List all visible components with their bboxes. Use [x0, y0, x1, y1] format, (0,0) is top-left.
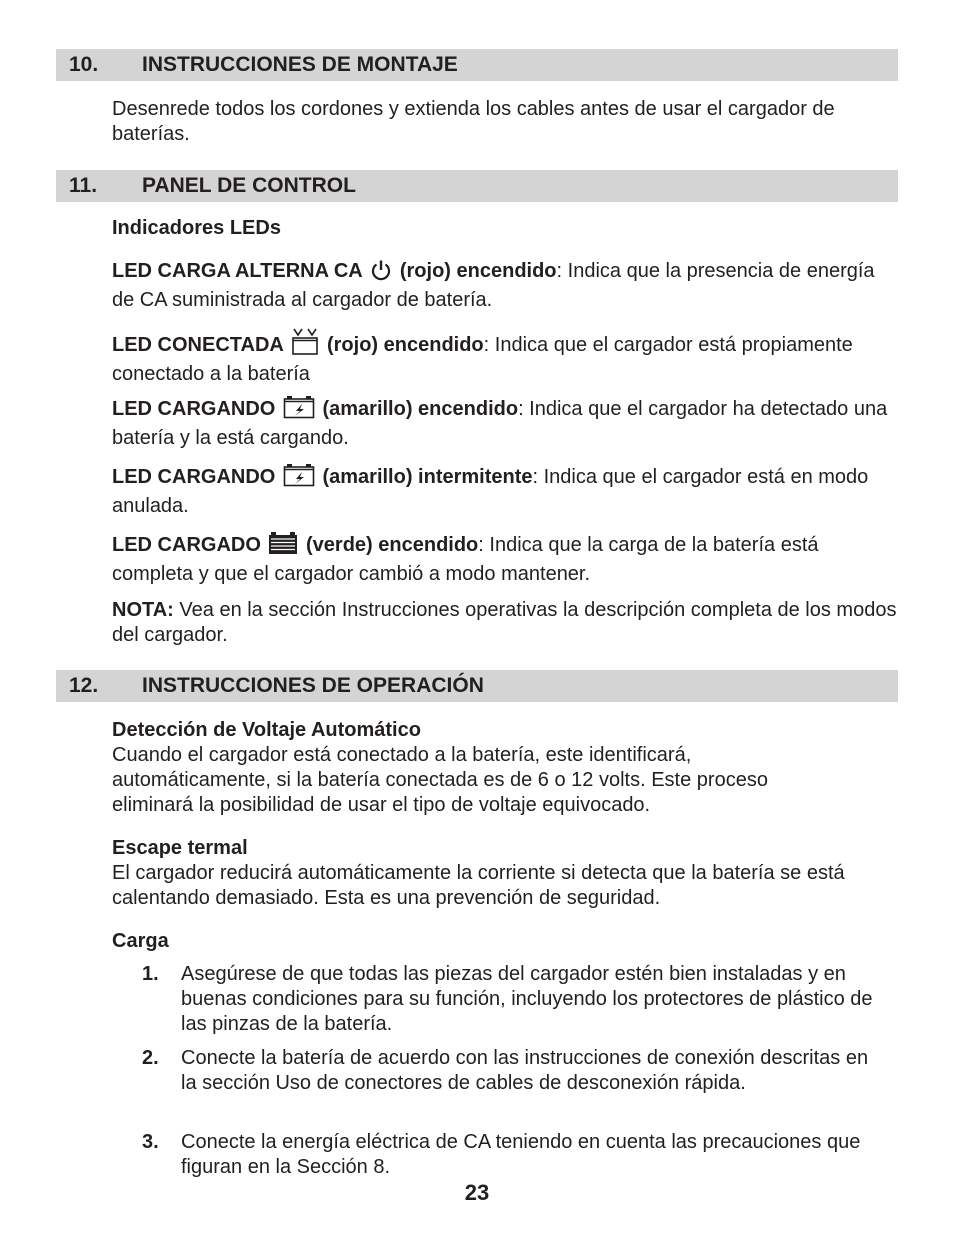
section-header-12 — [56, 670, 898, 702]
led-state: (rojo) encendido — [326, 334, 484, 356]
section-number: 11. — [69, 174, 98, 197]
section-header-11 — [56, 170, 898, 202]
section-title: INSTRUCCIONES DE OPERACIÓN — [142, 674, 484, 697]
battery-charging-icon — [283, 395, 315, 426]
step-text: Conecte la energía eléctrica de CA teniendo en cuenta las precauciones que figuran en la Sección 8. — [181, 1131, 861, 1178]
voltage-block — [112, 718, 852, 818]
section-number: 12. — [69, 674, 99, 697]
led-label: LED CARGANDO — [112, 398, 276, 420]
led-charging-on — [112, 395, 902, 451]
led-state: (verde) encendido — [306, 534, 479, 556]
power-icon — [370, 259, 392, 288]
battery-full-icon — [268, 531, 298, 562]
led-ac-power — [112, 259, 902, 313]
section-number: 10. — [69, 53, 99, 76]
led-description: : Indica que el cargador está en modo anulada. — [112, 466, 869, 517]
led-label: LED CONECTADA — [112, 334, 284, 356]
leds-subheading: Indicadores LEDs — [112, 217, 281, 239]
section-title: PANEL DE CONTROL — [142, 174, 356, 197]
battery-charging-icon — [283, 463, 315, 494]
section-header-10 — [56, 49, 898, 81]
thermal-text: El cargador reducirá automáticamente la corriente si detecta que la batería se está calentando demasiado. Esta es una prevención de seguridad. — [112, 862, 845, 909]
led-label: LED CARGADO — [112, 534, 261, 556]
led-description: : Indica que el cargador está propiamente conectado a la batería — [112, 334, 853, 385]
assembly-text: Desenrede todos los cordones y extienda los cables antes de usar el cargador de baterías. — [112, 98, 835, 145]
led-state: (amarillo) intermitente — [322, 466, 533, 488]
led-description: : Indica que el cargador ha detectado una batería y la está cargando. — [112, 398, 888, 449]
led-description: : Indica que la presencia de energía de CA suministrada al cargador de batería. — [112, 260, 875, 311]
led-state: (rojo) encendido — [399, 260, 557, 282]
charge-heading: Carga — [112, 930, 169, 952]
led-charged — [112, 531, 902, 587]
led-label: LED CARGANDO — [112, 466, 276, 488]
note-text: Vea en la sección Instrucciones operativas la descripción completa de los modos del cargador. — [112, 599, 897, 646]
step-number: 3. — [142, 1131, 159, 1153]
note-label: NOTA: — [112, 599, 174, 621]
led-state: (amarillo) encendido — [322, 398, 519, 420]
battery-connected-icon — [291, 327, 319, 362]
step-text: Conecte la batería de acuerdo con las instrucciones de conexión descritas en la sección Uso de conectores de cables de desconexión rápida. — [181, 1047, 869, 1094]
step-number: 2. — [142, 1047, 159, 1069]
led-label: LED CARGA ALTERNA CA — [112, 260, 363, 282]
step-number: 1. — [142, 963, 159, 985]
thermal-block — [112, 836, 882, 911]
thermal-heading: Escape termal — [112, 837, 248, 859]
note — [112, 598, 902, 648]
voltage-text: Cuando el cargador está conectado a la batería, este identificará, automáticamente, si la batería conectada es de 6 o 12 volts. Este proceso eliminará la posibilidad de usar el tipo de voltaje equivocado. — [112, 744, 768, 816]
led-description: : Indica que la carga de la batería está completa y que el cargador cambió a modo mantener. — [112, 534, 819, 585]
page-number: 23 — [464, 1180, 490, 1205]
led-charging-blink — [112, 463, 902, 519]
step-text: Asegúrese de que todas las piezas del cargador estén bien instaladas y en buenas condiciones para su función, incluyendo los protectores de plástico de las pinzas de la batería. — [181, 963, 873, 1035]
section-title: INSTRUCCIONES DE MONTAJE — [142, 53, 458, 76]
led-connected — [112, 327, 902, 387]
voltage-heading: Detección de Voltaje Automático — [112, 719, 421, 741]
